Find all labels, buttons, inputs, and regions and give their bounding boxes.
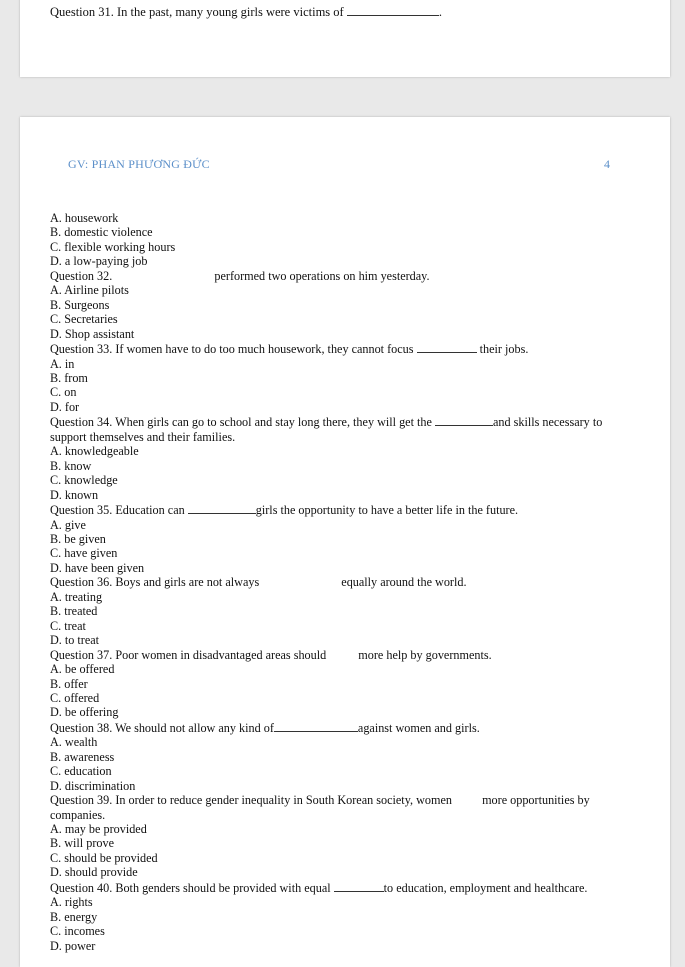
option: A. give bbox=[50, 517, 86, 532]
option: C. offered bbox=[50, 690, 100, 705]
option: D. to treat bbox=[50, 633, 100, 648]
question-40 bbox=[50, 880, 650, 895]
option: D. a low-paying job bbox=[50, 254, 148, 269]
question-31-text: Question 31. In the past, many young girls were victims of bbox=[50, 5, 344, 19]
option: A. wealth bbox=[50, 735, 98, 750]
option: B. domestic violence bbox=[50, 225, 153, 240]
question-35 bbox=[50, 502, 650, 517]
option: C. Secretaries bbox=[50, 312, 118, 327]
question-31-end: . bbox=[438, 5, 442, 19]
option: B. offer bbox=[50, 676, 88, 691]
option: B. treated bbox=[50, 604, 98, 619]
question-text: Question 40. Both genders should be provided with equal bbox=[50, 880, 331, 895]
question-text: Question 32. bbox=[50, 268, 113, 283]
option: D. discrimination bbox=[50, 778, 136, 793]
option: B. awareness bbox=[50, 749, 115, 764]
previous-option-cut bbox=[50, 0, 98, 1]
option: D. have been given bbox=[50, 560, 145, 575]
option: D. known bbox=[50, 487, 99, 502]
option: C. incomes bbox=[50, 924, 105, 939]
option: C. education bbox=[50, 764, 112, 779]
question-text-after: to education, employment and healthcare. bbox=[383, 880, 588, 895]
answer-blank bbox=[347, 4, 439, 16]
question-text-after: more opportunities by bbox=[482, 793, 590, 808]
question-list bbox=[50, 211, 650, 953]
question-text-after: girls the opportunity to have a better life in the future. bbox=[255, 503, 519, 518]
question-text: Question 35. Education can bbox=[50, 503, 185, 518]
option: D. for bbox=[50, 399, 80, 414]
question-text: Question 37. Poor women in disadvantaged areas should bbox=[50, 647, 327, 662]
question-text-after: performed two operations on him yesterday. bbox=[214, 268, 430, 283]
question-39 bbox=[50, 793, 650, 807]
question-text: Question 33. If women have to do too much housework, they cannot focus bbox=[50, 342, 414, 357]
question-38 bbox=[50, 720, 650, 735]
question-33 bbox=[50, 341, 650, 356]
question-34 bbox=[50, 414, 650, 429]
option: B. be given bbox=[50, 531, 106, 546]
question-text: Question 39. In order to reduce gender inequality in South Korean society, women bbox=[50, 793, 452, 808]
option: A. rights bbox=[50, 895, 93, 910]
page-number: 4 bbox=[604, 157, 610, 171]
answer-blank bbox=[274, 720, 358, 732]
question-continuation: support themselves and their families. bbox=[50, 429, 236, 444]
option: B. from bbox=[50, 370, 88, 385]
question-text-after: equally around the world. bbox=[341, 575, 467, 590]
answer-blank bbox=[435, 414, 493, 426]
question-31 bbox=[50, 4, 442, 20]
option: C. have given bbox=[50, 546, 118, 561]
question-36 bbox=[50, 575, 650, 589]
answer-blank bbox=[417, 341, 477, 353]
document-page-bottom bbox=[20, 117, 670, 967]
document-page-top bbox=[20, 0, 670, 77]
answer-blank bbox=[334, 880, 384, 892]
option: A. knowledgeable bbox=[50, 444, 139, 459]
option: D. be offering bbox=[50, 705, 119, 720]
teacher-header: GV: PHAN PHƯƠNG ĐỨC bbox=[68, 157, 210, 171]
option: B. know bbox=[50, 458, 92, 473]
option: A. Airline pilots bbox=[50, 283, 129, 298]
question-text-after: against women and girls. bbox=[357, 720, 480, 735]
option: D. should provide bbox=[50, 865, 138, 880]
question-continuation: companies. bbox=[50, 807, 106, 822]
option: A. treating bbox=[50, 589, 103, 604]
option: B. will prove bbox=[50, 836, 114, 851]
option: A. be offered bbox=[50, 662, 115, 677]
question-text-after: their jobs. bbox=[479, 342, 529, 357]
question-text-after: and skills necessary to bbox=[492, 415, 603, 430]
option: B. energy bbox=[50, 909, 98, 924]
question-text: Question 38. We should not allow any kind of bbox=[50, 720, 274, 735]
option: C. knowledge bbox=[50, 473, 118, 488]
option: A. in bbox=[50, 356, 75, 371]
question-text: Question 36. Boys and girls are not always bbox=[50, 575, 260, 590]
answer-blank bbox=[188, 502, 256, 514]
option: B. Surgeons bbox=[50, 297, 110, 312]
option: C. treat bbox=[50, 618, 86, 633]
question-text-after: more help by governments. bbox=[358, 647, 492, 662]
option: D. Shop assistant bbox=[50, 326, 135, 341]
option: C. should be provided bbox=[50, 850, 158, 865]
option: D. power bbox=[50, 938, 96, 953]
question-text: Question 34. When girls can go to school and stay long there, they will get the bbox=[50, 415, 432, 430]
question-37 bbox=[50, 648, 650, 662]
option: C. on bbox=[50, 385, 77, 400]
option: C. flexible working hours bbox=[50, 239, 176, 254]
option: A. housework bbox=[50, 211, 119, 225]
option: A. may be provided bbox=[50, 822, 147, 837]
question-32 bbox=[50, 269, 650, 283]
